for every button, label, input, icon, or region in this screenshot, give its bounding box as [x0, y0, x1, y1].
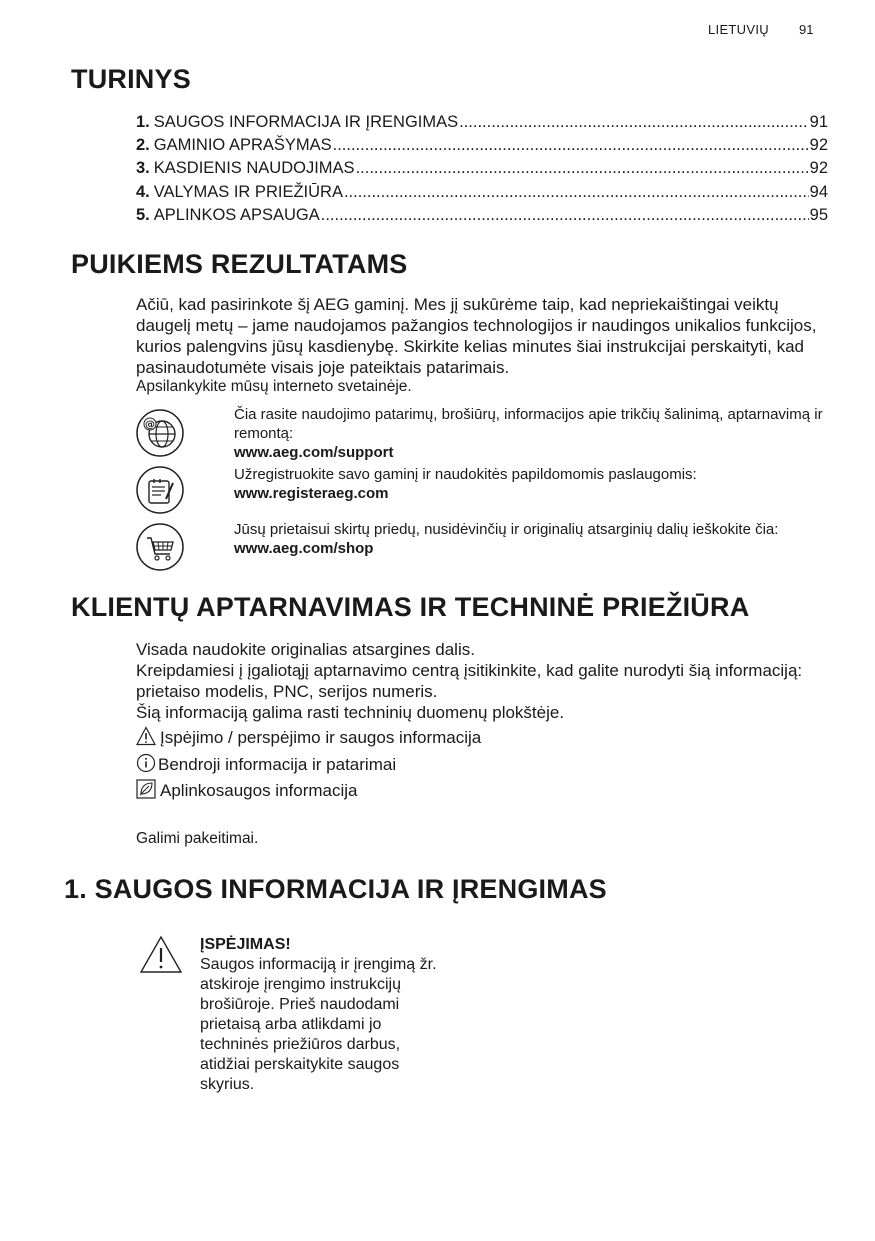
service-title: KLIENTŲ APTARNAVIMAS IR TECHNINĖ PRIEŽIŪRA: [71, 592, 750, 622]
register-link-block: [234, 465, 826, 503]
safety-title: 1. SAUGOS INFORMACIJA IR ĮRENGIMAS: [64, 874, 607, 904]
toc-item-number: 5.: [136, 205, 150, 224]
table-of-contents: [136, 111, 828, 227]
results-intro: [136, 294, 826, 378]
warning-title: ĮSPĖJIMAS!: [200, 936, 291, 953]
toc-item-3[interactable]: [136, 157, 828, 180]
toc-leader-dots: [321, 204, 809, 227]
info-icon: [136, 753, 156, 773]
toc-item-number: 1.: [136, 113, 150, 131]
toc-item-page: 94: [809, 182, 828, 201]
warning-triangle-icon: [139, 935, 183, 980]
legend-info: [136, 752, 826, 779]
safety-warning: [200, 935, 440, 1095]
legend-info-text: Bendroji informacija ir patarimai: [158, 754, 397, 774]
support-link-block: [234, 405, 826, 462]
shop-description: Jūsų prietaisui skirtų priedų, nusidėvinčių ir originalių atsarginių dalių ieškokite čia:: [234, 521, 779, 538]
toc-title: TURINYS: [71, 64, 191, 94]
toc-item-label: KASDIENIS NAUDOJIMAS: [153, 159, 355, 178]
service-line-2: Kreipdamiesi į įgaliotąjį aptarnavimo centrą įsitikinkite, kad galite nurodyti šią informaciją: prietaiso modelis, PNC, serijos numeris.: [136, 661, 803, 701]
toc-item-2[interactable]: [136, 134, 828, 157]
toc-item-page: 95: [809, 205, 828, 224]
results-title: PUIKIEMS REZULTATAMS: [71, 249, 408, 279]
shopping-cart-icon: [136, 523, 184, 576]
header-language: LIETUVIŲ: [708, 22, 769, 37]
toc-leader-dots: [344, 181, 809, 204]
service-text: [136, 639, 826, 723]
register-document-icon: [136, 466, 184, 519]
toc-item-4[interactable]: [136, 181, 828, 204]
shop-link-block: [234, 520, 826, 558]
support-description: Čia rasite naudojimo patarimų, brošiūrų, informacijos apie trikčių šalinimą, aptarnavimą ir remontą:: [234, 406, 823, 442]
intro-paragraph: Ačiū, kad pasirinkote šį AEG gaminį. Mes jį sukūrėme taip, kad nepriekaištingai veiktų daugelį metų – jame naudojamos pažangios technologijos ir naudingos unikalios funkcijos, kurios palengvins jūsų kasdienybę. Skirkite kelias minutes šiai instrukcijai perskaityti, kad pasinaudotumėte visais joje pateiktais patarimais.: [136, 295, 817, 377]
legend-warning: [136, 725, 826, 752]
register-url[interactable]: www.registeraeg.com: [234, 485, 389, 502]
toc-item-label: APLINKOS APSAUGA: [153, 205, 320, 224]
toc-item-label: VALYMAS IR PRIEŽIŪRA: [153, 182, 343, 201]
toc-item-page: 91: [809, 113, 828, 131]
register-description: Užregistruokite savo gaminį ir naudokitės papildomomis paslaugomis:: [234, 466, 697, 483]
toc-item-5[interactable]: [136, 204, 828, 227]
symbol-legend: [136, 725, 826, 805]
toc-item-label: GAMINIO APRAŠYMAS: [153, 136, 332, 155]
legend-environment: [136, 778, 826, 805]
toc-item-number: 4.: [136, 182, 150, 201]
page-number: 91: [799, 22, 814, 37]
toc-item-1[interactable]: [136, 111, 828, 134]
toc-item-number: 3.: [136, 159, 150, 178]
support-url[interactable]: www.aeg.com/support: [234, 444, 394, 461]
warning-triangle-icon: [136, 726, 156, 746]
service-line-1: Visada naudokite originalias atsargines dalis.: [136, 640, 475, 659]
changes-note: Galimi pakeitimai.: [136, 830, 259, 847]
visit-website-text: Apsilankykite mūsų interneto svetainėje.: [136, 378, 412, 395]
toc-item-page: 92: [809, 136, 828, 155]
leaf-icon: [136, 779, 156, 799]
globe-at-icon: [136, 409, 184, 462]
toc-item-page: 92: [809, 159, 828, 178]
shop-url[interactable]: www.aeg.com/shop: [234, 540, 374, 557]
warning-text: Saugos informaciją ir įrengimą žr. atskiroje įrengimo instrukcijų brošiūroje. Prieš naudodami prietaisą arba atlikdami jo techninės priežiūros darbus, atidžiai perskaitykite saugos skyrius.: [200, 956, 437, 1093]
legend-warning-text: Įspėjimo / perspėjimo ir saugos informacija: [160, 728, 482, 747]
toc-leader-dots: [459, 111, 809, 134]
toc-leader-dots: [333, 134, 809, 157]
service-line-3: Šią informaciją galima rasti techninių duomenų plokštėje.: [136, 703, 565, 722]
toc-item-number: 2.: [136, 136, 150, 155]
toc-item-label: SAUGOS INFORMACIJA IR ĮRENGIMAS: [153, 113, 459, 131]
svg-text:@: @: [145, 419, 155, 431]
toc-leader-dots: [356, 157, 809, 180]
legend-environment-text: Aplinkosaugos informacija: [160, 781, 358, 800]
